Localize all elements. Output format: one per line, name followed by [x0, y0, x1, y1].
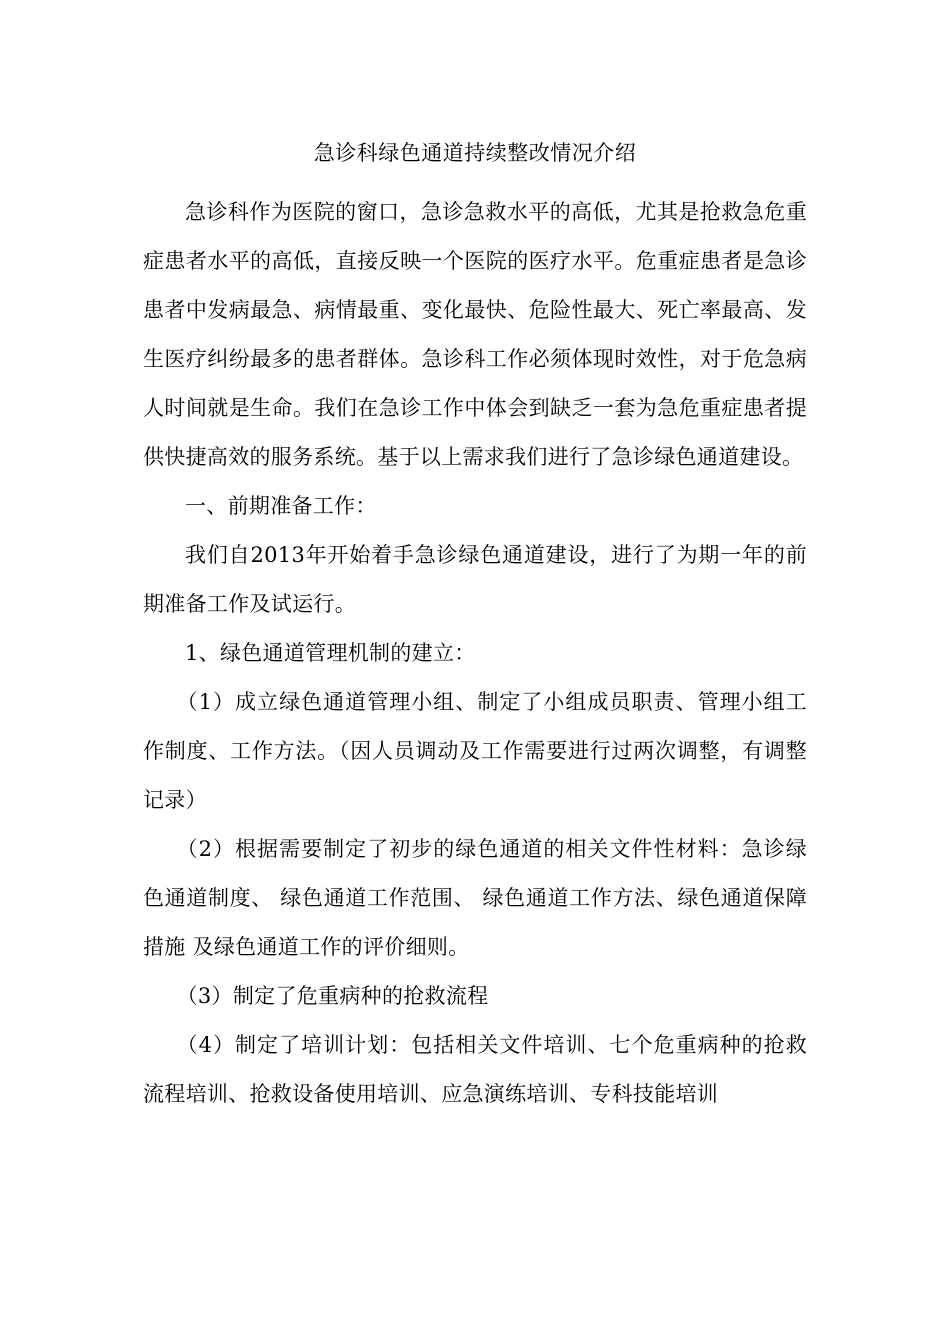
- list-item-1: （1）成立绿色通道管理小组、制定了小组成员职责、管理小组工作制度、工作方法。（因人员调动及工作需要进行过两次调整，有调整记录）: [143, 690, 807, 812]
- paragraph-preparation: 我们自2013年开始着手急诊绿色通道建设，进行了为期一年的前期准备工作及试运行。: [143, 543, 807, 616]
- document-title: 急诊科绿色通道持续整改情况介绍: [313, 141, 637, 165]
- list-item-3: （3）制定了危重病种的抢救流程: [176, 984, 489, 1008]
- list-item-4: （4）制定了培训计划：包括相关文件培训、七个危重病种的抢救流程培训、抢救设备使用培训、应急演练培训、专科技能培训: [143, 1033, 807, 1106]
- document-body: [143, 188, 807, 1119]
- paragraph-intro: 急诊科作为医院的窗口，急诊急救水平的高低，尤其是抢救急危重症患者水平的高低，直接反映一个医院的医疗水平。危重症患者是急诊患者中发病最急、病情最重、变化最快、危险性最大、死亡率最高、发生医疗纠纷最多的患者群体。急诊科工作必须体现时效性，对于危急病人时间就是生命。我们在急诊工作中体会到缺乏一套为急危重症患者提供快捷高效的服务系统。基于以上需求我们进行了急诊绿色通道建设。: [143, 200, 807, 469]
- section-heading-preparation: 一、前期准备工作：: [185, 494, 377, 518]
- list-item-2: （2）根据需要制定了初步的绿色通道的相关文件性材料：急诊绿色通道制度、 绿色通道工作范围、 绿色通道工作方法、绿色通道保障措施 及绿色通道工作的评价细则。: [143, 837, 807, 959]
- subsection-heading-management: 1、绿色通道管理机制的建立：: [185, 641, 476, 665]
